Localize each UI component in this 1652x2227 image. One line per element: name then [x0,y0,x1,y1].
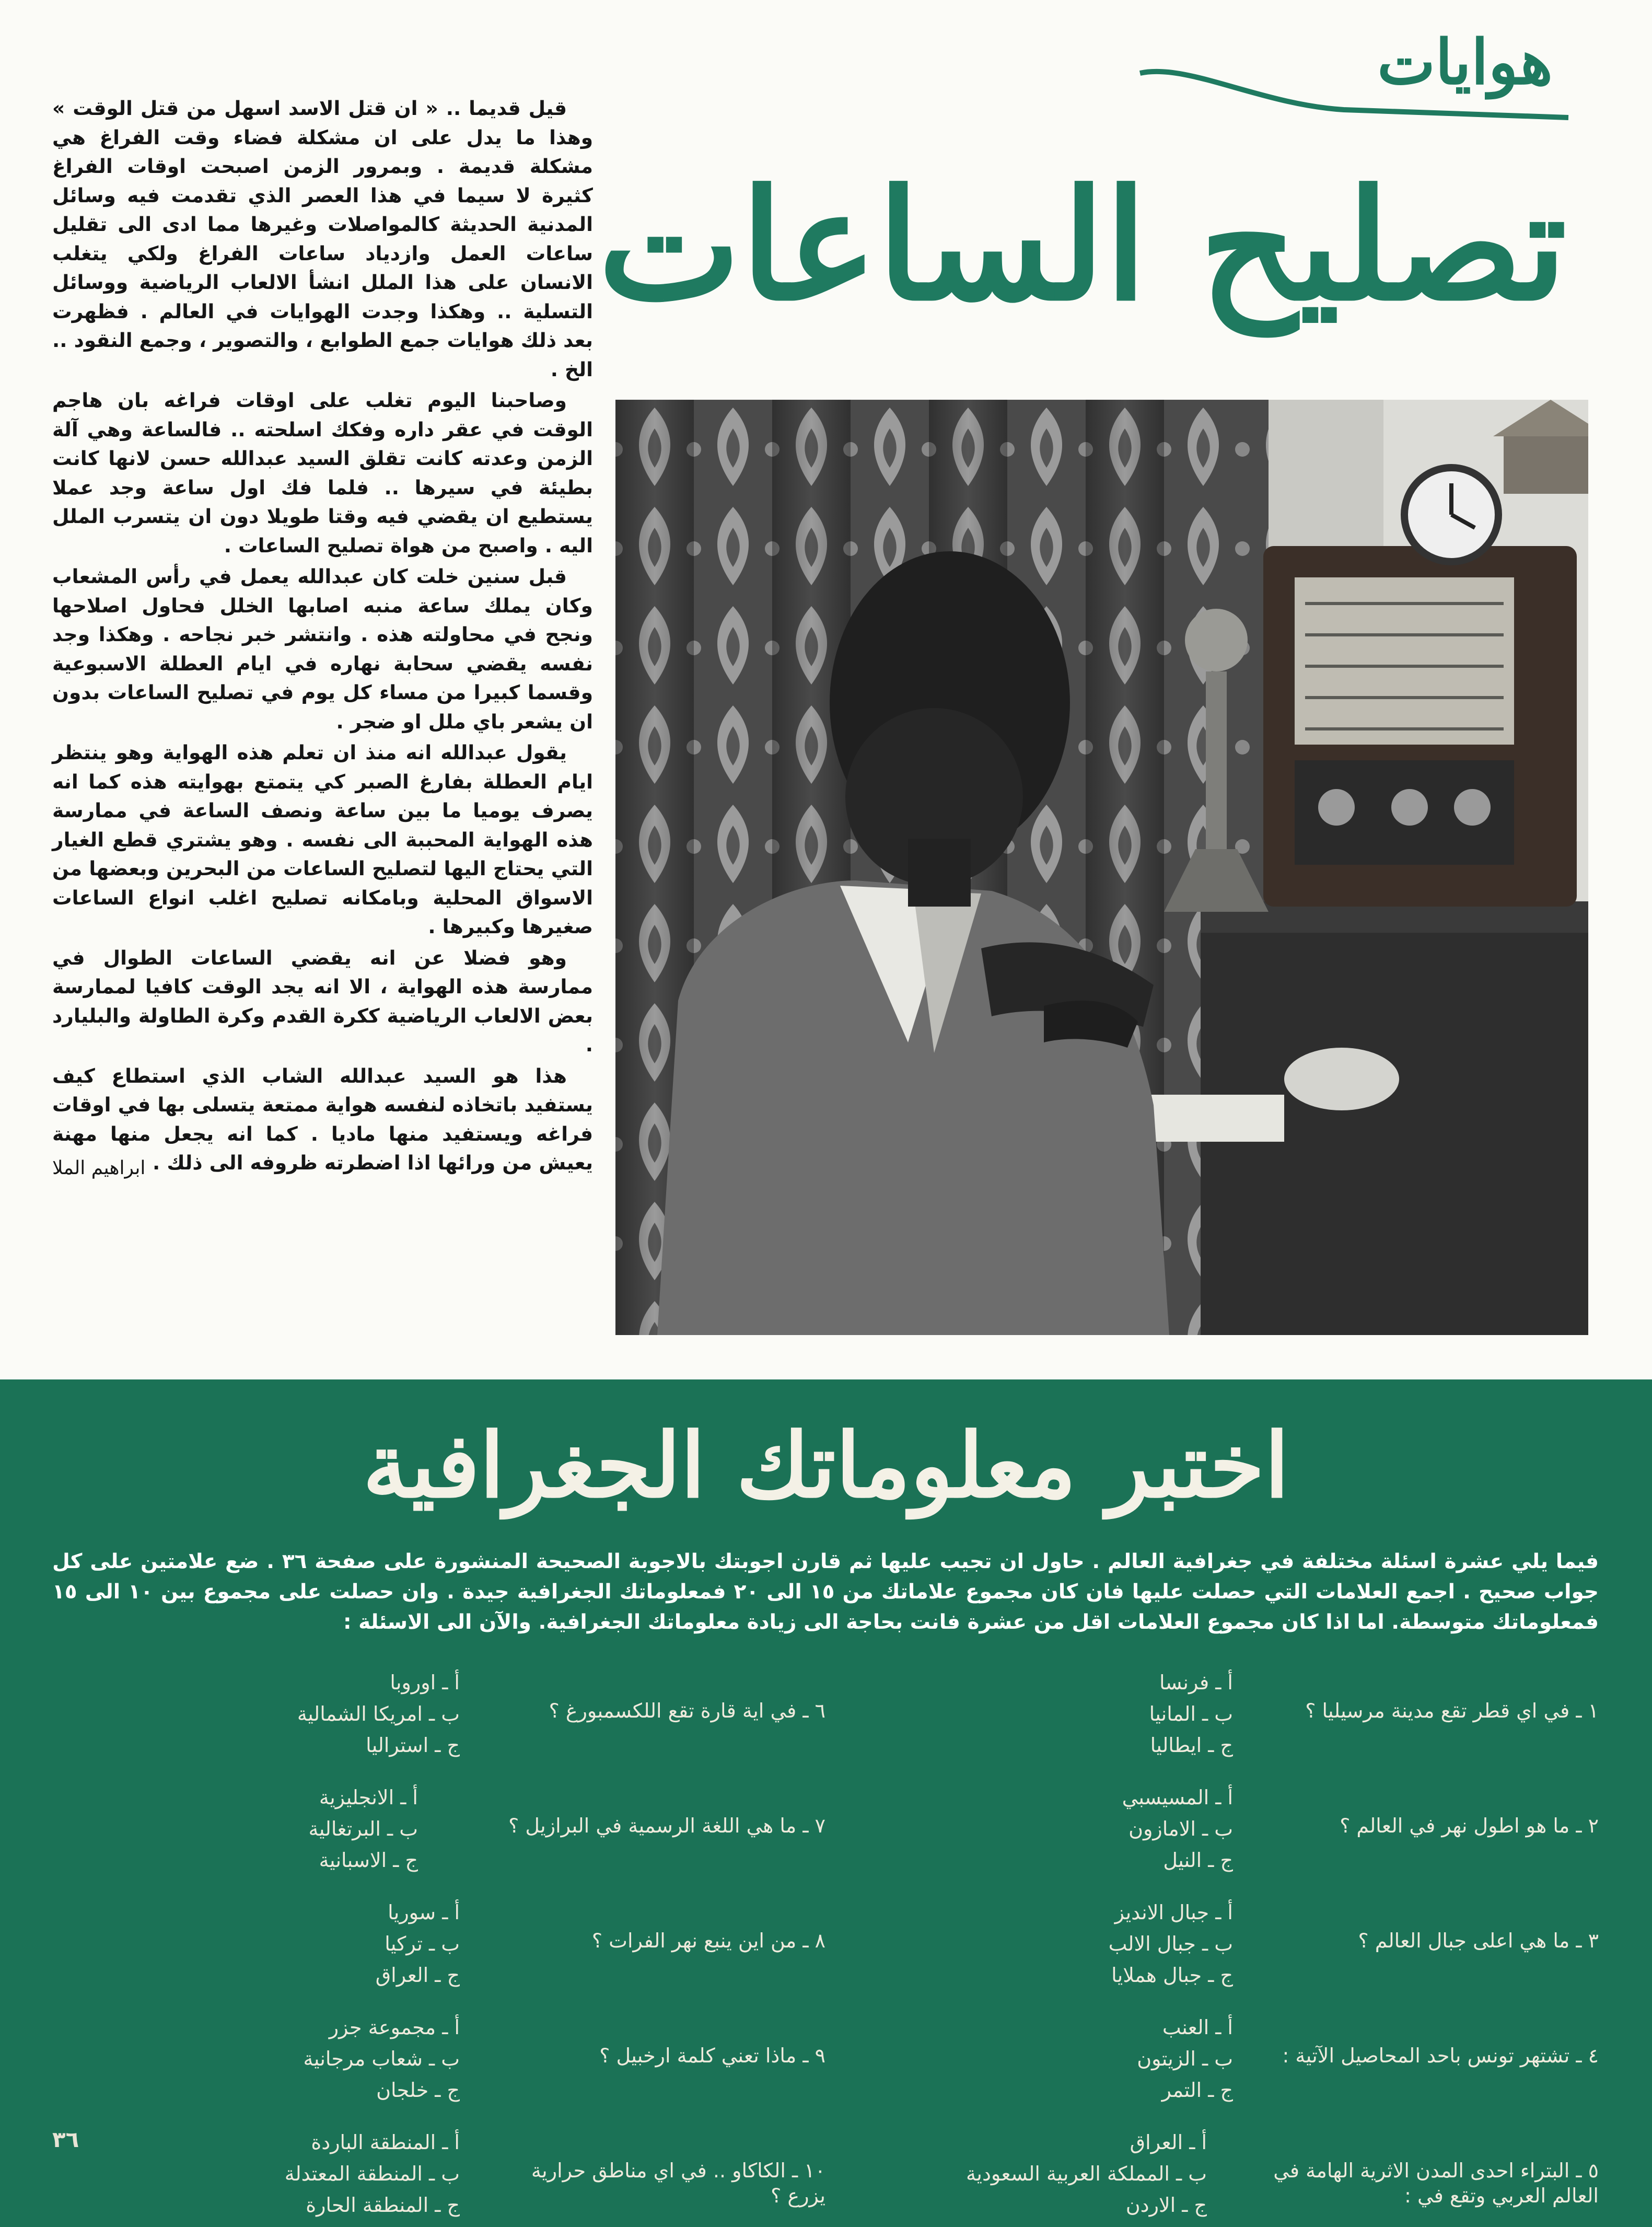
question-option: ج ـ العراق [375,1964,460,1987]
section-tag-text: هوايات [1377,26,1553,98]
question-text: ١ ـ في اي قطر تقع مدينة مرسيليا ؟ [1305,1699,1599,1722]
question-option: ج ـ ايطاليا [1150,1734,1233,1757]
photo-illustration [615,400,1588,1335]
page-title: تصليح الساعات [598,157,1567,334]
question-options [308,1782,418,1876]
question-text: ٩ ـ ماذا تعني كلمة ارخبيل ؟ [599,2044,825,2067]
question-option: ب ـ الزيتون [1137,2047,1233,2070]
question-options [304,2012,460,2106]
quiz-question [94,1782,825,1876]
article-paragraph: هذا هو السيد عبدالله الشاب الذي استطاع كيف يستفيد باتخاذه لنفسه هواية ممتعة يتسلى بها في اوقات فراغه ويستفيد منها ماديا . كما انه يجعل منها مهنة يعيش من ورائها اذا اضطرته ظروفه الى ذلك . [52,1064,593,1174]
article-author: ابراهيم الملا [52,1157,146,1179]
question-option: ب ـ البرتغالية [308,1817,418,1840]
question-option: ج ـ النيل [1163,1849,1233,1872]
question-text: ٨ ـ من اين ينبع نهر الفرات ؟ [591,1929,825,1952]
question-options [376,1897,460,1991]
article-photo [615,400,1588,1335]
article-paragraph: قيل قديما .. « ان قتل الاسد اسهل من قتل الوقت » وهذا ما يدل على ان مشكلة فضاء وقت الفراغ هي مشكلة قديمة . وبمرور الزمن اصبحت اوقات الفراغ كثيرة لا سيما في هذا العصر الذي تقدمت فيه وسائل المدنية الحديثة كالمواصلات وغيرها مما ادى الى تقليل ساعات العمل وازدياد ساعات الفراغ ولكي يتغلب الانسان على هذا الملل انشأ الالعاب الرياضية ووسائل التسلية .. وهكذا وجدت الهوايات في العالم . فظهرت بعد ذلك هوايات جمع الطوابع ، والتصوير ، وجمع النقود .. الخ . [52,97,593,381]
question-text: ٧ ـ ما هي اللغة الرسمية في البرازيل ؟ [508,1814,825,1837]
quiz-question [94,1667,825,1761]
quiz-question [846,1667,1599,1761]
question-options [297,1667,460,1761]
question-text: ٢ ـ ما هو اطول نهر في العالم ؟ [1340,1814,1599,1837]
question-option: أ ـ جبال الانديز [1114,1901,1233,1924]
question-text: ٦ ـ في اية قارة تقع اللكسمبورغ ؟ [549,1699,825,1722]
article-body [52,94,593,1327]
article-paragraph: وهو فضلا عن انه يقضي الساعات الطوال في ممارسة هذه الهواية ، الا انه يجد الوقت كافيا لممارسة بعض الالعاب الرياضية ككرة القدم وكرة الطاولة والبليارد . [52,946,593,1056]
question-text: ٥ ـ البتراء احدى المدن الاثرية الهامة في العالم العربي وتقع في : [1273,2159,1599,2207]
question-options [1109,1897,1233,1991]
question-options [1137,2012,1233,2106]
question-option: أ ـ العنب [1162,2016,1233,2039]
question-option: أ ـ سوريا [388,1901,460,1924]
question-option: ب ـ المملكة العربية السعودية [966,2162,1207,2185]
question-option: ب ـ جبال الالب [1108,1932,1233,1955]
quiz-intro: فيما يلي عشرة اسئلة مختلفة في جغرافية العالم . حاول ان تجيب عليها ثم قارن اجوبتك بالاجوبة الصحيحة المنشورة على صفحة ٣٦ . ضع علامتين على كل جواب صحيح . اجمع العلامات التي حصلت عليها فان كان مجموع علاماتك من ١٥ الى ٢٠ فمعلوماتك الجغرافية جيدة . وان حصلت على مجموع بين ١٠ الى ١٥ فمعلوماتك متوسطة. اما اذا كان مجموع العلامات اقل من عشرة فانت بحاجة الى زيادة معلوماتك الجغرافية. والآن الى الاسئلة : [52,1550,1599,1634]
question-option: ج ـ الاردن [1125,2194,1207,2217]
question-option: ج ـ التمر [1161,2079,1233,2102]
question-text: ١٠ ـ الكاكاو .. في اي مناطق حرارية يزرع ؟ [531,2159,825,2207]
article-paragraph: قبل سنين خلت كان عبدالله يعمل في رأس المشعاب وكان يملك ساعة منبه اصابها الخلل فحاول اصلاحها ونجح في محاولته هذه . وانتشر خبر نجاحه . وهكذا وجد نفسه يقضي سحابة نهاره في ايام العطلة الاسبوعية وقسما كبيرا من مساء كل يوم في تصليح الساعات بدون ان يشعر باي ملل او ضجر . [52,565,593,733]
quiz-title: اختبر معلوماتك الجغرافية [363,1413,1289,1518]
question-option: ج ـ المنطقة الحارة [306,2194,460,2217]
question-options [1122,1782,1233,1876]
question-option: ب ـ تركيا [385,1932,460,1955]
page-number: ٣٦ [52,2127,79,2152]
quiz-question [94,1897,825,1991]
quiz-question [846,1782,1599,1876]
question-option: أ ـ مجموعة جزر [329,2016,460,2039]
section-tag [1124,26,1584,125]
question-option: ب ـ شعاب مرجانية [303,2047,460,2070]
quiz-question [846,2012,1599,2106]
question-option: أ ـ الانجليزية [319,1786,418,1809]
article-paragraph: يقول عبدالله انه منذ ان تعلم هذه الهواية وهو ينتظر ايام العطلة بفارغ الصبر كي يتمتع بهوايته هذه كما انه يصرف يوميا ما بين ساعة ونصف الساعة في ممارسة هذه الهواية المحببة الى نفسه . وهو يشتري قطع الغيار التي يحتاج اليها لتصليح الساعات من البحرين وبعضها من الاسواق المحلية وبامكانه تصليح اغلب انواع الساعات صغيرها وكبيرها . [52,741,593,938]
question-options [966,2127,1207,2221]
question-option: أ ـ المنطقة الباردة [311,2131,460,2154]
question-option: ب ـ امريكا الشمالية [297,1702,460,1725]
question-option: ب ـ المانيا [1149,1702,1233,1725]
article-paragraph: وصاحبنا اليوم تغلب على اوقات فراغه بان هاجم الوقت في عقر داره وفكك اسلحته .. فالساعة وهي آلة الزمن وعدته كانت تقلق السيد عبدالله حسن لانها كانت بطيئة في سيرها .. فلما فك اول ساعة وجد عملا يستطيع ان يقضي فيه وقتا طويلا دون ان يتسرب الملل اليه . واصبح من هواة تصليح الساعات . [52,389,593,557]
quiz-question [846,2127,1599,2221]
question-option: أ ـ فرنسا [1159,1671,1233,1694]
question-option: ج ـ استراليا [366,1734,460,1757]
question-option: ب ـ الامازون [1129,1817,1233,1840]
question-text: ٤ ـ تشتهر تونس باحد المحاصيل الآتية : [1282,2044,1599,2067]
question-option: ج ـ جبال هملايا [1111,1964,1233,1987]
question-text: ٣ ـ ما هي اعلى جبال العالم ؟ [1358,1929,1599,1952]
question-option: ب ـ المنطقة المعتدلة [284,2162,460,2185]
quiz-question [846,1897,1599,1991]
question-option: أ ـ العراق [1130,2131,1207,2154]
question-options [285,2127,460,2221]
question-option: ج ـ خلجان [376,2079,460,2102]
quiz-question [94,2127,825,2221]
question-option: أ ـ اوروبا [390,1671,460,1694]
question-options [1149,1667,1233,1761]
question-option: ج ـ الاسبانية [319,1849,418,1872]
quiz-question [94,2012,825,2106]
question-option: أ ـ المسيسبي [1122,1786,1233,1809]
